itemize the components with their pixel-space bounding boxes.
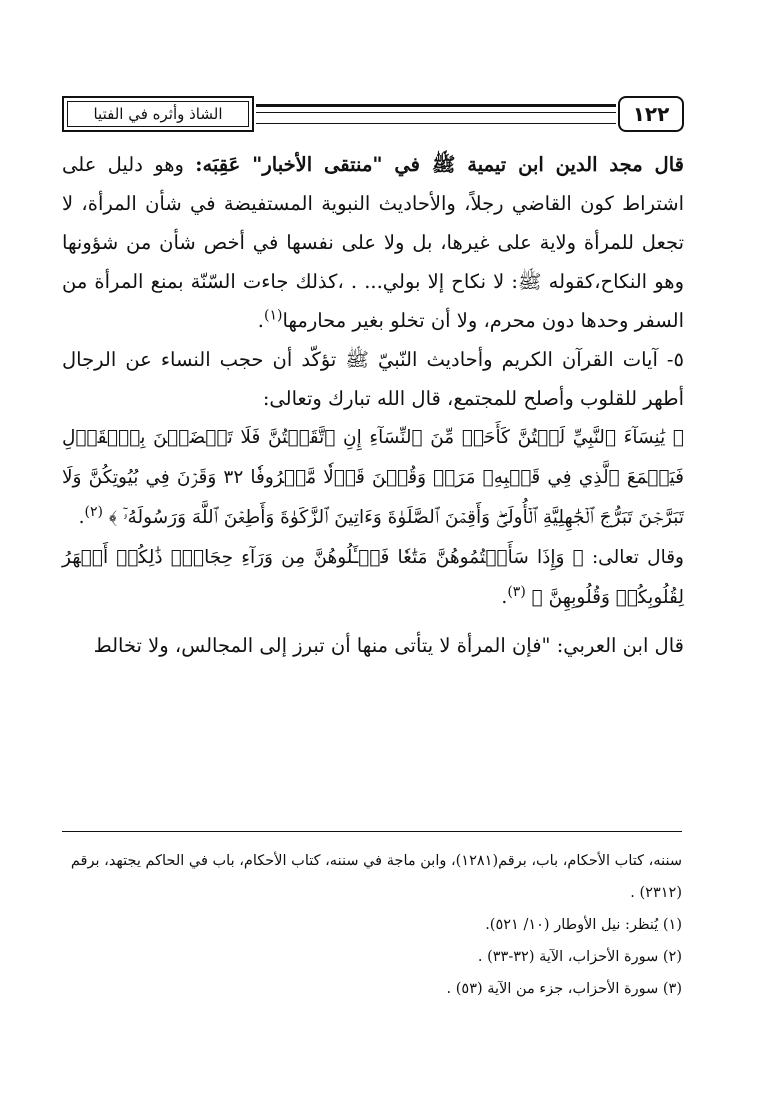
footnote-1: (١) يُنظر: نيل الأوطار (١٠/ ٥٢١). [485, 917, 682, 933]
paragraph-1: قال مجد الدين ابن تيمية ﷺ في "منتقى الأخبار" عَقِبَه: وهو دليل على اشتراط كون القاضي رجلاً، والأحاديث النبوية المستفيضة في شأن المرأة، لا تجعل للمرأة ولاية على غيرها، بل ولا على نفسها في أخص شأن من شؤونها وهو النكاح،كقوله ﷺ: لا نكاح إلا بولي... . ،كذلك جاءت السّنّة بمنع المرأة من السفر وحدها دون محرم، ولا أن تخلو بغير محارمها$^{(١)}$. [62, 153, 684, 332]
footnote-ref-2: (٢) [84, 503, 103, 520]
paragraph-3-intro: وقال تعالى: [583, 547, 684, 568]
footnotes [62, 845, 682, 1005]
quran-verse-1-text: ﴿ يَٰنِسَآءَ ٱلنَّبِيِّ لَسۡتُنَّ كَأَحَدٖ مِّنَ ٱلنِّسَآءِ إِنِ ٱتَّقَيۡتُنَّ فَلَا تَخۡضَعۡنَ بِٱلۡقَوۡلِ فَيَطۡمَعَ ٱلَّذِي فِي قَلۡبِهِۦ مَرَضٞ وَقُلۡنَ قَوۡلٗا مَّعۡرُوفٗا ٣٢ وَقَرۡنَ فِي بُيُوتِكُنَّ وَلَا تَبَرَّجۡنَ تَبَرُّجَ ٱلۡجَٰهِلِيَّةِ ٱلۡأُولَىٰۖ وَأَقِمۡنَ ٱلصَّلَوٰةَ وَءَاتِينَ ٱلزَّكَوٰةَ وَأَطِعۡنَ ٱللَّهَ وَرَسُولَهُۥٓ ﴾ [62, 427, 685, 528]
paragraph-4: قال ابن العربي: "فإن المرأة لا يتأتى منها أن تبرز إلى المجالس، ولا تخالط [93, 634, 684, 657]
footnote-2: (٢) سورة الأحزاب، الآية (٣٢-٣٣) . [477, 949, 682, 965]
paragraph-1-text: وهو دليل على اشتراط كون القاضي رجلاً، والأحاديث النبوية المستفيضة في شأن المرأة، لا تجعل للمرأة ولاية على غيرها، بل ولا على نفسها في أخص شأن من شؤونها وهو النكاح،كقوله ﷺ: لا نكاح إلا بولي... . ،كذلك جاءت السّنّة بمنع المرأة من السفر وحدها دون محرم، ولا أن تخلو بغير محارمها [62, 153, 684, 332]
page-number: ١٢٢ [618, 96, 684, 132]
paragraph-1-lead: قال مجد الدين ابن تيمية ﷺ في "منتقى الأخبار" عَقِبَه: [195, 153, 684, 176]
footnote-separator [62, 831, 682, 832]
footnote-3: (٣) سورة الأحزاب، جزء من الآية (٥٣) . [446, 981, 682, 997]
footnote-continuation: سننه، كتاب الأحكام، باب، برقم(١٢٨١)، وابن ماجة في سننه، كتاب الأحكام، باب في الحاكم يجتهد، برقم (٢٣١٢) . [70, 853, 682, 901]
running-title: الشاذ وأثره في الفتيا [93, 105, 223, 123]
main-text [62, 145, 684, 665]
running-title-box [62, 96, 254, 132]
footnote-ref-3: (٣) [507, 583, 526, 600]
quran-verse-1: ﴿ يَٰنِسَآءَ ٱلنَّبِيِّ لَسۡتُنَّ كَأَحَدٖ مِّنَ ٱلنِّسَآءِ إِنِ ٱتَّقَيۡتُنَّ فَلَا تَخۡضَعۡنَ بِٱلۡقَوۡلِ فَيَطۡمَعَ ٱلَّذِي فِي قَلۡبِهِۦ مَرَضٞ وَقُلۡنَ قَوۡلٗا مَّعۡرُوفٗا ٣٢ وَقَرۡنَ فِي بُيُوتِكُنَّ وَلَا تَبَرَّجۡنَ تَبَرُّجَ ٱلۡجَٰهِلِيَّةِ ٱلۡأُولَىٰۖ وَأَقِمۡنَ ٱلصَّلَوٰةَ وَءَاتِينَ ٱلزَّكَوٰةَ وَأَطِعۡنَ ٱللَّهَ وَرَسُولَهُۥٓ ﴾ $^{(٢)}$. [62, 427, 685, 528]
quran-verse-2: ﴿ وَإِذَا سَأَلۡتُمُوهُنَّ مَتَٰعٗا فَسۡـَٔلُوهُنَّ مِن وَرَآءِ حِجَابٖۚ ذَٰلِكُمۡ أَطۡهَرُ لِقُلُوبِكُمۡ وَقُلُوبِهِنَّ ﴾ [62, 547, 684, 608]
page-header [62, 96, 684, 134]
footnote-ref-1: (١) [263, 307, 283, 324]
header-rule [256, 104, 616, 124]
paragraph-3: وقال تعالى: ﴿ وَإِذَا سَأَلۡتُمُوهُنَّ مَتَٰعٗا فَسۡـَٔلُوهُنَّ مِن وَرَآءِ حِجَابٖۚ ذَٰلِكُمۡ أَطۡهَرُ لِقُلُوبِكُمۡ وَقُلُوبِهِنَّ ﴾ $^{(٣)}$. [62, 547, 684, 608]
paragraph-2: ٥- آيات القرآن الكريم وأحاديث النّبيّ ﷺ تؤكّد أن حجب النساء عن الرجال أطهر للقلوب وأصلح للمجتمع، قال الله تبارك وتعالى: [62, 348, 684, 410]
